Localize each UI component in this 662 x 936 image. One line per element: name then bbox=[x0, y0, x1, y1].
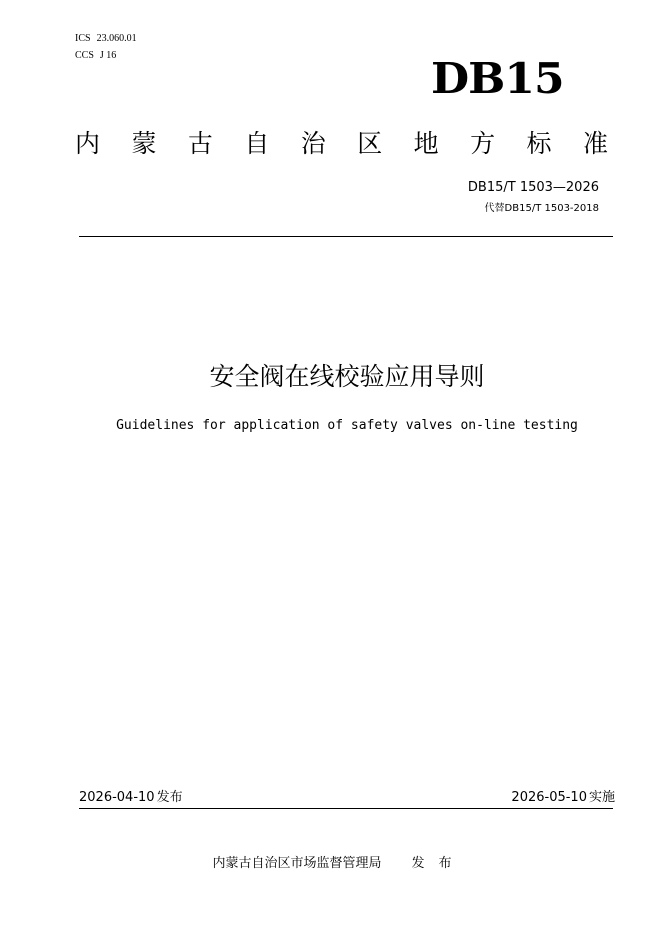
standard-type-char: 方 bbox=[470, 129, 496, 158]
publish-date: 2026-04-10 bbox=[79, 790, 155, 805]
standard-type-char: 内 bbox=[75, 129, 101, 158]
ics-line bbox=[75, 32, 137, 46]
implement-date-line bbox=[511, 789, 615, 807]
bottom-divider bbox=[79, 808, 613, 809]
standard-type-char: 蒙 bbox=[131, 129, 157, 158]
ccs-code: J 16 bbox=[99, 50, 117, 61]
implement-date: 2026-05-10 bbox=[511, 790, 587, 805]
standard-type-char: 自 bbox=[244, 129, 270, 158]
publisher-name: 内蒙古自治区市场监督管理局 bbox=[212, 856, 382, 871]
publisher-action: 发布 bbox=[411, 856, 466, 871]
standard-number: DB15/T 1503—2026 bbox=[467, 180, 599, 195]
document-title-cn: 安全阀在线校验应用导则 bbox=[209, 362, 485, 391]
db15-logo: DB15 bbox=[431, 55, 564, 104]
document-title-en: Guidelines for application of safety valves on-line testing bbox=[116, 418, 578, 433]
publish-date-line bbox=[79, 789, 183, 807]
standard-type-char: 准 bbox=[582, 129, 608, 158]
ccs-label: CCS bbox=[75, 50, 94, 61]
ccs-line bbox=[75, 49, 116, 63]
standard-type-heading bbox=[75, 128, 608, 160]
publish-label: 发布 bbox=[156, 790, 183, 805]
top-divider bbox=[79, 236, 613, 237]
standard-type-char: 标 bbox=[526, 129, 552, 158]
standard-type-char: 地 bbox=[413, 129, 439, 158]
implement-label: 实施 bbox=[588, 790, 615, 805]
ics-label: ICS bbox=[75, 33, 91, 44]
standard-type-char: 区 bbox=[357, 129, 383, 158]
ics-code: 23.060.01 bbox=[96, 33, 137, 44]
standard-type-char: 古 bbox=[187, 129, 213, 158]
replaces-standard: 代替DB15/T 1503-2018 bbox=[484, 203, 599, 214]
publisher-line bbox=[0, 855, 662, 873]
standard-type-char: 治 bbox=[300, 129, 326, 158]
